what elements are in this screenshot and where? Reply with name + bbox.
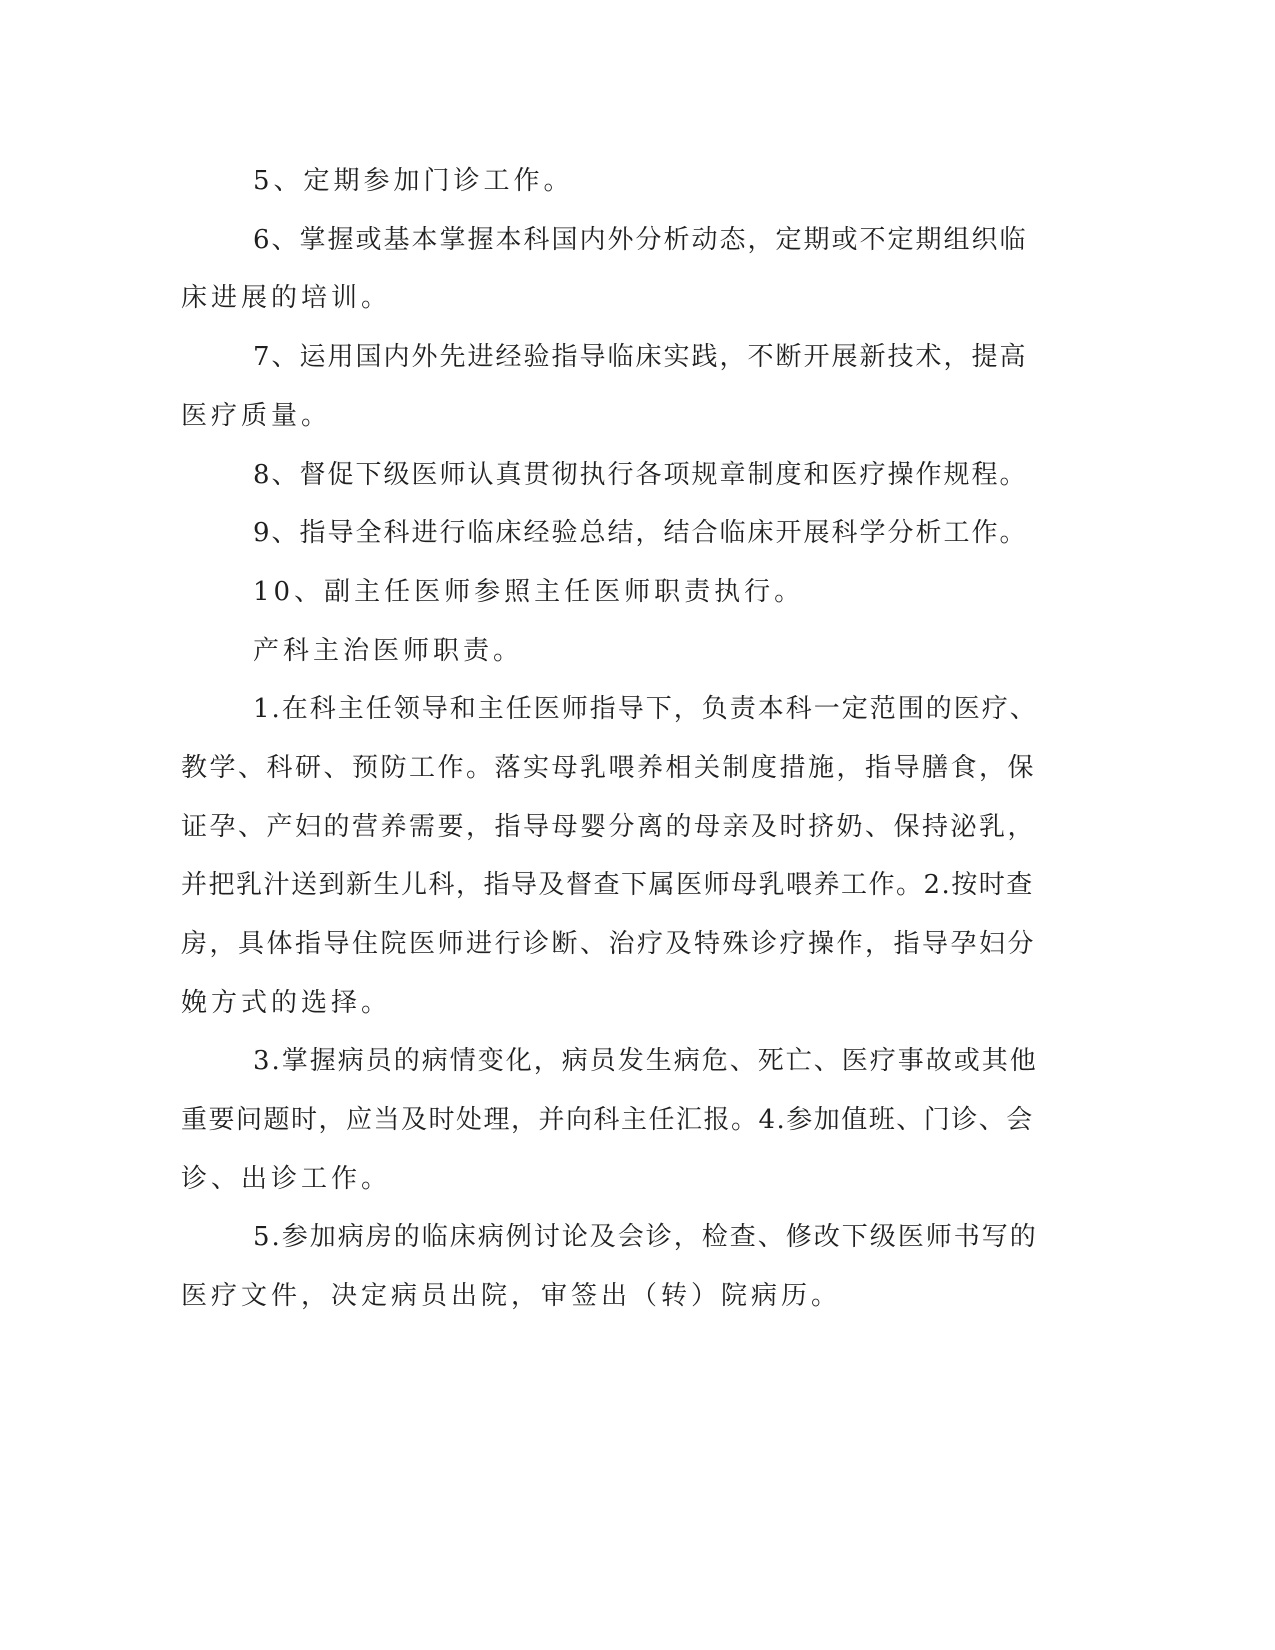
- text-line: 证孕、产妇的营养需要，指导母婴分离的母亲及时挤奶、保持泌乳，: [181, 812, 1037, 842]
- text-line: 6、掌握或基本掌握本科国内外分析动态，定期或不定期组织临: [253, 225, 1028, 255]
- text-line: 并把乳汁送到新生儿科，指导及督查下属医师母乳喂养工作。2.按时查: [181, 870, 1034, 900]
- text-line: 床进展的培训。: [181, 283, 392, 313]
- text-line: 1.在科主任领导和主任医师指导下，负责本科一定范围的医疗、: [253, 694, 1038, 724]
- text-line: 医疗质量。: [181, 401, 332, 431]
- text-line: 教学、科研、预防工作。落实母乳喂养相关制度措施，指导膳食，保: [181, 753, 1037, 783]
- text-line: 8、督促下级医师认真贯彻执行各项规章制度和医疗操作规程。: [253, 460, 1028, 490]
- text-line: 5.参加病房的临床病例讨论及会诊，检查、修改下级医师书写的: [253, 1222, 1038, 1252]
- text-line: 重要问题时，应当及时处理，并向科主任汇报。4.参加值班、门诊、会: [181, 1105, 1034, 1135]
- text-line: 10、副主任医师参照主任医师职责执行。: [253, 577, 805, 607]
- text-line: 房，具体指导住院医师进行诊断、治疗及特殊诊疗操作，指导孕妇分: [181, 929, 1037, 959]
- text-line: 5、定期参加门诊工作。: [253, 166, 574, 196]
- section-heading: 产科主治医师职责。: [253, 636, 524, 666]
- text-line: 9、指导全科进行临床经验总结，结合临床开展科学分析工作。: [253, 518, 1028, 548]
- text-line: 医疗文件，决定病员出院，审签出（转）院病历。: [181, 1281, 842, 1311]
- text-line: 7、运用国内外先进经验指导临床实践，不断开展新技术，提高: [253, 342, 1028, 372]
- text-line: 娩方式的选择。: [181, 988, 392, 1018]
- text-line: 诊、出诊工作。: [181, 1164, 392, 1194]
- text-line: 3.掌握病员的病情变化，病员发生病危、死亡、医疗事故或其他: [253, 1046, 1038, 1076]
